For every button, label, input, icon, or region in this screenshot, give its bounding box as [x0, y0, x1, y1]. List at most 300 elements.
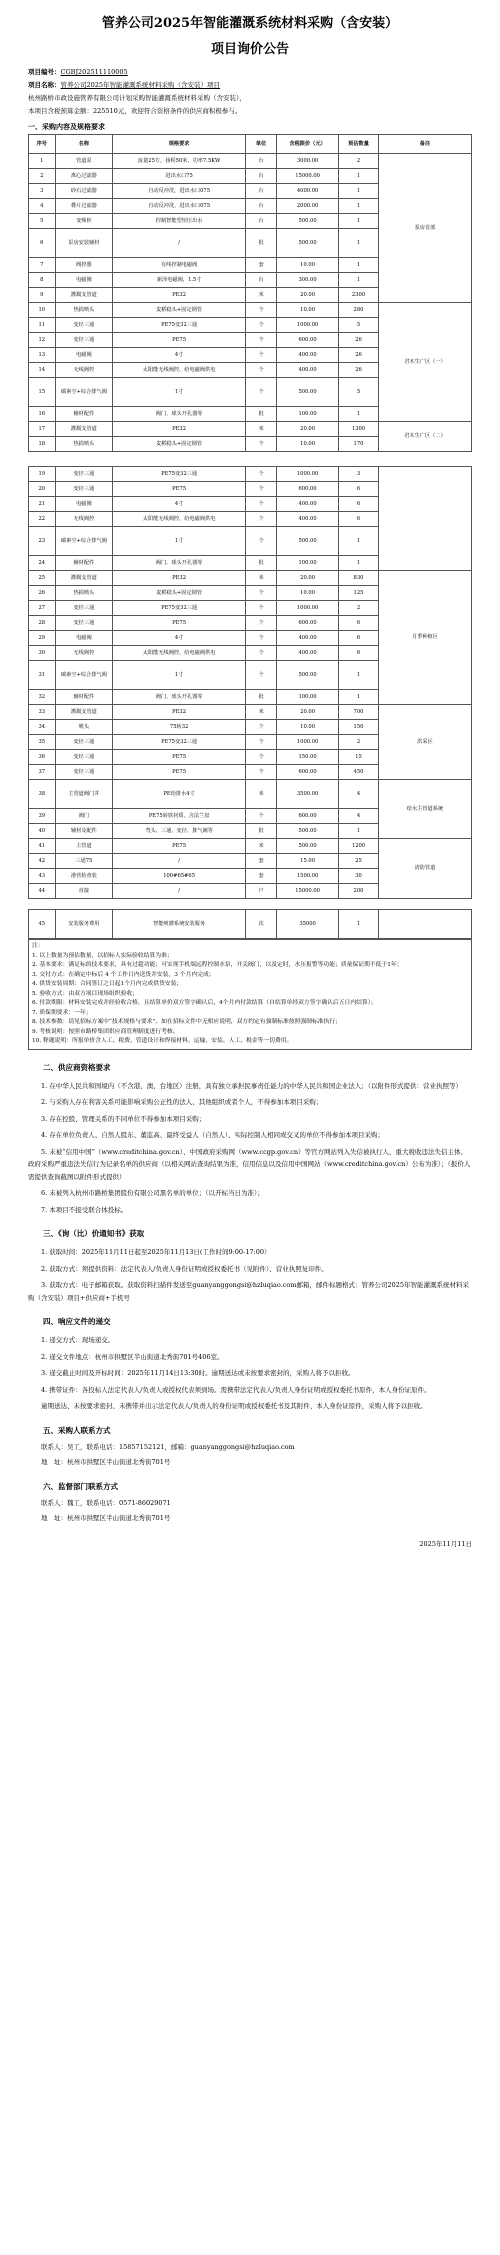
table-cell: 1 [339, 258, 379, 273]
table-cell: 流量25方，扬程50米，功率7.5KW [113, 154, 246, 169]
table-cell: 米 [246, 422, 277, 437]
table-cell: 600.00 [277, 616, 339, 631]
table-cell: 无线阀控 [55, 363, 113, 378]
table-cell: 20.00 [277, 571, 339, 586]
service-row-table [28, 909, 472, 939]
table-cell: 500.00 [277, 824, 339, 839]
table-cell: 4000.00 [277, 184, 339, 199]
table-cell: 变径三通 [55, 616, 113, 631]
section-heading-4: 四、响应文件的递交 [43, 1317, 111, 1326]
table-cell: 21 [29, 497, 56, 512]
table-cell: 38 [29, 780, 56, 809]
table-cell: 14 [29, 363, 56, 378]
table-cell: 1000.00 [277, 467, 339, 482]
remark-cell: 君木生广区（二） [378, 422, 471, 452]
table-cell: 热损喷头 [55, 303, 113, 318]
table-cell: 400.00 [277, 348, 339, 363]
table-cell: 12 [29, 333, 56, 348]
contact-supervisor-person: 联系人：魏工，联系电话：0571-86029071 [41, 1498, 171, 1507]
table-cell: 2300 [339, 288, 379, 303]
table-cell: 米 [246, 288, 277, 303]
paragraph: 7. 本项目不接受联合体投标。 [41, 1205, 128, 1214]
table-cell: 台 [246, 169, 277, 184]
table-cell: 个 [246, 333, 277, 348]
col-header: 含税限价（元） [277, 135, 339, 154]
table-cell: PE32 [113, 422, 246, 437]
table-cell: 辅材配件 [55, 556, 113, 571]
table-cell: PE75 [113, 765, 246, 780]
note-line: 4. 供货安装周期：合同签订之日起1个月内完成供货安装； [32, 981, 183, 987]
table-body-part2 [29, 467, 472, 899]
table-cell: 125 [339, 586, 379, 601]
table-cell: 40 [29, 824, 56, 839]
project-no: 项目编号：CGBJ202511110005 [28, 68, 128, 76]
items-table-continued [28, 466, 472, 899]
table-cell: 2000.00 [277, 199, 339, 214]
table-cell: 批 [246, 407, 277, 422]
table-header-row [29, 135, 472, 154]
table-row: 45 安装服务费用 智能喷灌系统安装服务 次 35000 1 [29, 910, 472, 939]
table-cell: 1 [339, 824, 379, 839]
table-cell: 4 [29, 199, 56, 214]
table-cell: 个 [246, 467, 277, 482]
announcement-date: 2025年11月11日 [419, 1539, 472, 1548]
section-heading-3: 三、《询（比）价通知书》获取 [43, 1229, 145, 1238]
table-cell: 太阳能无线阀控，给电磁阀供电 [113, 363, 246, 378]
note-line: 2. 基本要求：满足标的技术要求，具有过超功能；可实现手机端远程控制水泵，开关阀门，以及定时，水压报警等功能；质量保证期不低于1年； [32, 962, 403, 968]
table-cell: 1 [339, 169, 379, 184]
table-cell: 30 [29, 646, 56, 661]
table-row [29, 154, 472, 169]
table-cell: 25 [29, 571, 56, 586]
table-cell: 4寸 [113, 631, 246, 646]
table-cell: 麦稻稳头+固定钢管 [113, 586, 246, 601]
table-cell: PE75 [113, 616, 246, 631]
paragraph: 5. 未被“信用中国”（www.creditchina.gov.cn）、中国政府采购网（www.ccgp.gov.cn）等官方网站列入失信被执行人、重大税收违法失信主体、政府采购严重违法失信行为记录名单的供应商（以相关网站查询结果为准，信用信息以及信用中国网站（www.creditchina.gov.cn）公布为准）；（报价人需提供查询截图以附件形式提供） [28, 1147, 471, 1181]
table-cell: 港营检查装 [55, 869, 113, 884]
table-cell: 主管道 [55, 839, 113, 854]
table-cell: 1 [339, 690, 379, 705]
table-cell: PE75转铁材质，含法兰盘 [113, 809, 246, 824]
table-cell: 100#65#65 [113, 869, 246, 884]
table-cell: 泵房安装辅材 [55, 229, 113, 258]
table-cell: 1 [339, 184, 379, 199]
table-cell: 个 [246, 318, 277, 333]
remark-cell [378, 467, 471, 571]
table-cell: 太阳能无线阀控，给电磁阀供电 [113, 512, 246, 527]
table-cell: 7 [29, 258, 56, 273]
table-cell: 170 [339, 437, 379, 452]
table-cell: 500.00 [277, 661, 339, 690]
table-cell: 1 [339, 199, 379, 214]
project-name: 项目名称：管养公司2025年智能灌溉系统材料采购（含安装）项目 [28, 81, 221, 89]
table-cell: 电磁阀 [55, 497, 113, 512]
table-cell: 无线阀控 [55, 512, 113, 527]
intro-line1: 杭州路桥市政设施管养有限公司计划采购智能灌溉系统材料采购（含安装）， [28, 94, 246, 102]
table-cell: 新泽电磁阀，1.5寸 [113, 273, 246, 288]
table-cell: 10.00 [277, 720, 339, 735]
table-cell: 43 [29, 869, 56, 884]
table-cell: 个 [246, 765, 277, 780]
table-cell: 碳素空+综合排气阀 [55, 527, 113, 556]
table-cell: 6 [339, 646, 379, 661]
table-cell: 6 [29, 229, 56, 258]
table-cell: 批 [246, 824, 277, 839]
table-cell: 台 [246, 273, 277, 288]
table-cell: 米 [246, 571, 277, 586]
table-cell: 75转32 [113, 720, 246, 735]
table-cell: 热损喷头 [55, 586, 113, 601]
table-cell: 20 [29, 482, 56, 497]
table-cell: PE32 [113, 705, 246, 720]
table-cell: 离心过滤器 [55, 169, 113, 184]
table-cell: 1寸 [113, 661, 246, 690]
table-cell: 太阳能无线阀控，给电磁阀供电 [113, 646, 246, 661]
table-cell: 直接 [55, 884, 113, 899]
table-cell: 33 [29, 705, 56, 720]
table-cell: 600.00 [277, 482, 339, 497]
table-cell: 米 [246, 839, 277, 854]
table-cell: 5 [339, 378, 379, 407]
table-cell: 2 [339, 154, 379, 169]
table-cell: 10.00 [277, 586, 339, 601]
paragraph: 4. 携带证件：各投标人法定代表人/负责人或授权代表须到场。需携带法定代表人/负责人身份证明或授权委托书原件，本人身份证原件。 [41, 1385, 431, 1394]
table-cell: 1 [339, 661, 379, 690]
intro-line2: 本项目含税预算金额：225510元，欢迎符合资格条件的供应商积极参与。 [28, 107, 242, 115]
table-cell: 1300 [339, 422, 379, 437]
paragraph: 2. 递交文件地点：杭州市拱墅区半山街道北秀街701号406室。 [41, 1352, 224, 1361]
paragraph: 6. 未被列入杭州市路桥集团股份有限公司黑名单的单位；（以开标当日为准）； [41, 1189, 264, 1197]
table-cell: 电磁阀 [55, 631, 113, 646]
table-cell: 34 [29, 720, 56, 735]
table-cell: 26 [339, 348, 379, 363]
table-cell: 1寸 [113, 527, 246, 556]
table-cell: 个 [246, 437, 277, 452]
table-cell: 1000.00 [277, 318, 339, 333]
table-cell: 阀门、球头开孔器等 [113, 407, 246, 422]
table-cell: 电磁阀 [55, 348, 113, 363]
table-cell: 灌溉支管道 [55, 288, 113, 303]
table-cell: 3000.00 [277, 154, 339, 169]
table-cell: 阀门、球头开孔器等 [113, 690, 246, 705]
paragraph: 2. 与采购人存在利害关系可能影响采购公正性的法人、其他组织或者个人，不得参加本项目采购； [41, 1098, 323, 1106]
table-cell: 25 [339, 854, 379, 869]
table-cell: 4寸 [113, 497, 246, 512]
table-cell: 400.00 [277, 631, 339, 646]
table-cell: 个 [246, 363, 277, 378]
table-cell: PE75 [113, 839, 246, 854]
table-cell: 弯头、三通、变径、排气阀等 [113, 824, 246, 839]
table-row [29, 839, 472, 854]
table-cell: 辅材配件 [55, 690, 113, 705]
table-cell: 阀控器 [55, 258, 113, 273]
table-cell: 主管道阀门井 [55, 780, 113, 809]
note-line: 10. 释题说明：所报单价含人工、税费、管道设计和焊接材料、运输、安装、人工、税金等一切费用。 [32, 1038, 293, 1044]
table-cell: 8 [29, 273, 56, 288]
table-cell: 31 [29, 661, 56, 690]
table-cell: 400.00 [277, 512, 339, 527]
table-cell: 2 [29, 169, 56, 184]
table-cell: 13 [29, 348, 56, 363]
table-cell: PE75 [113, 482, 246, 497]
note-line: 3. 交付方式：在确定中标后 4 个工作日内送货并安装，3 个月内完成； [32, 971, 215, 978]
table-cell: 台 [246, 214, 277, 229]
table-cell: 热损喷头 [55, 437, 113, 452]
table-cell: 米 [246, 705, 277, 720]
remark-cell: 洪采区 [378, 705, 471, 780]
table-cell: 300.00 [277, 273, 339, 288]
section-heading-1: 一、采购内容及规格要求 [28, 122, 105, 131]
table-cell: 400.00 [277, 646, 339, 661]
table-cell: 6 [339, 482, 379, 497]
table-cell: 280 [339, 303, 379, 318]
table-row [29, 467, 472, 482]
table-cell: 喷头 [55, 720, 113, 735]
table-cell: 18 [29, 437, 56, 452]
qualification-list [28, 1080, 472, 1217]
table-body-part1 [29, 154, 472, 452]
table-cell: 套 [246, 869, 277, 884]
table-cell: 变径三通 [55, 318, 113, 333]
table-cell: 批 [246, 556, 277, 571]
table-row [29, 705, 472, 720]
table-cell: 100.00 [277, 690, 339, 705]
paragraph: 3. 递交截止时间及开标时间：2025年11月14日13:30时。逾期送达或未按要求密封的，采购人将予以拒收。 [41, 1369, 355, 1377]
table-cell: 1000.00 [277, 735, 339, 750]
note-line: 8. 技术参数：请见招标方案中“技术规格与要求”。如在招标文件中无相应说明，双方约定有强制标准按照强制标准执行； [32, 1019, 341, 1025]
table-cell: 23 [29, 527, 56, 556]
table-cell: 36 [29, 750, 56, 765]
table-cell: / [113, 229, 246, 258]
table-cell: 16 [29, 407, 56, 422]
table-cell: 个 [246, 631, 277, 646]
obtain-list [28, 1246, 472, 1304]
table-cell: 台 [246, 184, 277, 199]
table-cell: 4寸 [113, 348, 246, 363]
table-cell: 200 [339, 884, 379, 899]
table-row [29, 571, 472, 586]
table-cell: 1 [339, 214, 379, 229]
table-cell: 套 [246, 258, 277, 273]
table-cell: 500.00 [277, 214, 339, 229]
table-cell: 个 [246, 735, 277, 750]
table-cell: 150 [339, 720, 379, 735]
col-header: 预估数量 [339, 135, 379, 154]
table-cell: 阀门 [55, 809, 113, 824]
table-cell: 32 [29, 690, 56, 705]
table-cell: 10.00 [277, 437, 339, 452]
table-cell: 6 [339, 497, 379, 512]
table-cell: 个 [246, 512, 277, 527]
table-cell: 个 [246, 497, 277, 512]
table-cell: 17 [29, 422, 56, 437]
table-cell: 1000.00 [277, 601, 339, 616]
table-cell: 100.00 [277, 407, 339, 422]
table-cell: PE75 [113, 750, 246, 765]
table-cell: 户 [246, 884, 277, 899]
table-cell: 变径三通 [55, 750, 113, 765]
table-cell: 22 [29, 512, 56, 527]
table-cell: 台 [246, 199, 277, 214]
table-cell: 5 [339, 318, 379, 333]
remark-cell: 君木生广区（一） [378, 303, 471, 422]
table-cell: 砂石过滤器 [55, 184, 113, 199]
contact-purchaser-person: 联系人：吴工，联系电话：15857152121，邮箱：guanyanggongsi@hzluqiao.com [41, 1442, 295, 1451]
table-cell: 500.00 [277, 527, 339, 556]
table-cell: 11 [29, 318, 56, 333]
table-cell: PE32 [113, 571, 246, 586]
table-cell: 3 [29, 184, 56, 199]
table-cell: 30 [339, 869, 379, 884]
table-cell: 24 [29, 556, 56, 571]
col-header: 规格要求 [113, 135, 246, 154]
table-cell: 700 [339, 705, 379, 720]
table-cell: 600.00 [277, 765, 339, 780]
table-cell: 碳素空+综合排气阀 [55, 378, 113, 407]
submit-list [28, 1334, 472, 1413]
remark-cell: 清防管道 [378, 839, 471, 899]
table-cell: 1 [339, 527, 379, 556]
table-cell: 1 [339, 273, 379, 288]
table-cell: PE32 [113, 288, 246, 303]
table-cell: 42 [29, 854, 56, 869]
section-heading-6: 六、监督部门联系方式 [43, 1481, 118, 1491]
table-cell: 进出水口75 [113, 169, 246, 184]
paragraph: 1. 在中华人民共和国境内（不含港、澳、台地区）注册，具有独立承担民事责任能力的中华人民共和国企业法人；（以附件形式提供：营业执照等） [41, 1081, 463, 1090]
note-line: 9. 考核说明：按照市路桥集团供应商管理制度进行考核。 [32, 1028, 179, 1035]
table-cell: 19 [29, 467, 56, 482]
table-cell: 4 [339, 809, 379, 824]
table-cell: 个 [246, 616, 277, 631]
table-cell: PE75变32三通 [113, 601, 246, 616]
table-cell: 26 [339, 363, 379, 378]
table-cell: 15 [339, 750, 379, 765]
table-cell: 500.00 [277, 229, 339, 258]
table-cell: 辅材配件 [55, 407, 113, 422]
remark-cell: 泵房首部 [378, 154, 471, 303]
note-line: 7. 质保期要求：一年； [32, 1009, 92, 1016]
table-cell: 500.00 [277, 839, 339, 854]
table-cell: 变径三通 [55, 482, 113, 497]
table-cell: 400.00 [277, 497, 339, 512]
table-cell: 三通75 [55, 854, 113, 869]
table-cell: 28 [29, 616, 56, 631]
table-cell: 变径三通 [55, 601, 113, 616]
table-cell: 个 [246, 809, 277, 824]
table-cell: 2 [339, 601, 379, 616]
table-cell: 4 [339, 780, 379, 809]
table-cell: PE给排水4寸 [113, 780, 246, 809]
table-cell: 个 [246, 378, 277, 407]
table-cell: 套 [246, 854, 277, 869]
paragraph: 1. 递交方式：现场递交。 [41, 1336, 115, 1344]
table-cell: 个 [246, 482, 277, 497]
table-cell: 灌溉支管道 [55, 422, 113, 437]
table-cell: 20.00 [277, 422, 339, 437]
col-header: 序号 [29, 135, 56, 154]
remark-cell: 给水主管道系统 [378, 780, 471, 839]
table-cell: 变频柜 [55, 214, 113, 229]
table-cell: 6 [339, 616, 379, 631]
table-cell: PE75变32三通 [113, 318, 246, 333]
table-cell: 150.00 [277, 750, 339, 765]
paragraph: 1. 获取时间：2025年11月11日起至2025年11月13日(工作时间9:00-17:00） [41, 1248, 271, 1256]
table-cell: 20.00 [277, 705, 339, 720]
table-cell: 控制智能型恒压出水 [113, 214, 246, 229]
paragraph: 2. 获取方式：须提供资料：法定代表人/负责人身份证明或授权委托书（见附件）、营业执照复印件。 [41, 1264, 328, 1273]
table-cell: 台 [246, 154, 277, 169]
items-table [28, 134, 472, 452]
table-cell: 1500.00 [277, 869, 339, 884]
table-cell: 41 [29, 839, 56, 854]
table-cell: 个 [246, 303, 277, 318]
table-cell: 自动反冲洗，进出水口075 [113, 199, 246, 214]
contact-supervisor-address: 地 址：杭州市拱墅区半山街道北秀街701号 [41, 1513, 171, 1522]
table-cell: 个 [246, 661, 277, 690]
table-cell: 麦稻稳头+固定钢管 [113, 437, 246, 452]
title-line2: 项目询价公告 [210, 42, 289, 57]
table-cell: 1 [339, 407, 379, 422]
table-cell: 2 [339, 735, 379, 750]
table-cell: 500.00 [277, 378, 339, 407]
table-cell: 830 [339, 571, 379, 586]
table-cell: / [113, 884, 246, 899]
title-line1: 管养公司2025年智能灌溉系统材料采购（含安装） [101, 16, 399, 31]
table-cell: 电磁阀 [55, 273, 113, 288]
section-heading-5: 五、采购人联系方式 [43, 1425, 111, 1435]
table-cell: 1200 [339, 839, 379, 854]
table-cell: 变径三通 [55, 735, 113, 750]
table-cell: 10.00 [277, 303, 339, 318]
table-cell: 29 [29, 631, 56, 646]
table-cell: 麦稻稳头+固定钢管 [113, 303, 246, 318]
table-cell: 阀门、球头开孔器等 [113, 556, 246, 571]
table-cell: 自动反冲洗，进出水口075 [113, 184, 246, 199]
table-cell: 个 [246, 601, 277, 616]
col-header: 备注 [378, 135, 471, 154]
table-cell: 10.00 [277, 258, 339, 273]
table-row [29, 303, 472, 318]
table-cell: 6 [339, 512, 379, 527]
table-cell: 个 [246, 750, 277, 765]
table-cell: 1 [29, 154, 56, 169]
col-header: 名称 [55, 135, 113, 154]
table-cell: 叠片过滤器 [55, 199, 113, 214]
note-line: 5. 验收方式：由双方项目现场组织验收； [32, 990, 138, 997]
table-cell: 1 [339, 229, 379, 258]
paragraph: 3. 存在控股、管理关系的不同单位不得参加本项目采购； [41, 1114, 206, 1123]
table-cell: PE75变32三通 [113, 735, 246, 750]
table-cell: 400.00 [277, 363, 339, 378]
col-header: 单位 [246, 135, 277, 154]
paragraph: 逾期送达、未按要求密封、未携带并出示法定代表人/负责人的身份证明或授权委托书及其附件、本人身份证原件，采购人将予以拒收。 [41, 1402, 427, 1410]
table-cell: PE75变32三通 [113, 467, 246, 482]
section-heading-2: 二、供应商资格要求 [43, 1062, 111, 1072]
table-cell: 碳素空+综合排气阀 [55, 661, 113, 690]
table-cell: 26 [339, 333, 379, 348]
table-cell: 管道泵 [55, 154, 113, 169]
table-cell: 辅材及配件 [55, 824, 113, 839]
table-cell: 批 [246, 229, 277, 258]
table-cell: 5 [29, 214, 56, 229]
table-cell: 450 [339, 765, 379, 780]
table-cell: / [113, 854, 246, 869]
table-cell: PE75 [113, 333, 246, 348]
table-cell: 3 [339, 467, 379, 482]
table-cell: 有线控制电磁阀 [113, 258, 246, 273]
paragraph: 3. 获取方式：电子邮箱获取。获取资料扫描件发送至guanyanggongsi@hzluqiao.com邮箱，邮件标题格式：管养公司2025年智能灌溉系统材料采购（含安装）项目+供应商+手机号 [28, 1281, 470, 1302]
table-cell: 3500.00 [277, 780, 339, 809]
